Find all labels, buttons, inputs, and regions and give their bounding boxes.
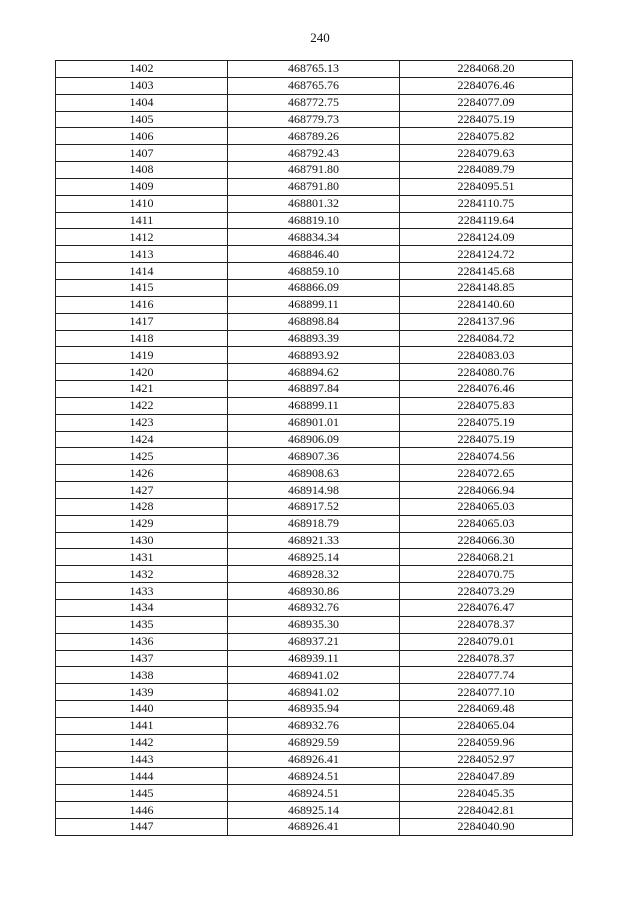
table-row bbox=[56, 94, 573, 111]
y-coordinate-cell: 2284124.09 bbox=[400, 229, 573, 246]
x-coordinate-cell: 468930.86 bbox=[228, 583, 400, 600]
y-coordinate-cell: 2284079.63 bbox=[400, 145, 573, 162]
point-number-cell: 1403 bbox=[56, 77, 228, 94]
table-row bbox=[56, 448, 573, 465]
table-row bbox=[56, 145, 573, 162]
x-coordinate-cell: 468908.63 bbox=[228, 465, 400, 482]
x-coordinate-cell: 468932.76 bbox=[228, 600, 400, 617]
y-coordinate-cell: 2284069.48 bbox=[400, 701, 573, 718]
point-number-cell: 1405 bbox=[56, 111, 228, 128]
point-number-cell: 1414 bbox=[56, 263, 228, 280]
point-number-cell: 1429 bbox=[56, 515, 228, 532]
x-coordinate-cell: 468866.09 bbox=[228, 279, 400, 296]
point-number-cell: 1412 bbox=[56, 229, 228, 246]
table-row bbox=[56, 77, 573, 94]
table-row bbox=[56, 734, 573, 751]
point-number-cell: 1427 bbox=[56, 482, 228, 499]
x-coordinate-cell: 468772.75 bbox=[228, 94, 400, 111]
table-row bbox=[56, 330, 573, 347]
x-coordinate-cell: 468918.79 bbox=[228, 515, 400, 532]
y-coordinate-cell: 2284075.82 bbox=[400, 128, 573, 145]
point-number-cell: 1421 bbox=[56, 381, 228, 398]
x-coordinate-cell: 468899.11 bbox=[228, 296, 400, 313]
x-coordinate-cell: 468897.84 bbox=[228, 381, 400, 398]
table-row bbox=[56, 212, 573, 229]
x-coordinate-cell: 468791.80 bbox=[228, 162, 400, 179]
point-number-cell: 1416 bbox=[56, 296, 228, 313]
table-row bbox=[56, 549, 573, 566]
y-coordinate-cell: 2284077.09 bbox=[400, 94, 573, 111]
y-coordinate-cell: 2284042.81 bbox=[400, 802, 573, 819]
x-coordinate-cell: 468939.11 bbox=[228, 650, 400, 667]
y-coordinate-cell: 2284074.56 bbox=[400, 448, 573, 465]
point-number-cell: 1408 bbox=[56, 162, 228, 179]
x-coordinate-cell: 468765.76 bbox=[228, 77, 400, 94]
point-number-cell: 1411 bbox=[56, 212, 228, 229]
x-coordinate-cell: 468789.26 bbox=[228, 128, 400, 145]
x-coordinate-cell: 468907.36 bbox=[228, 448, 400, 465]
table-row bbox=[56, 583, 573, 600]
y-coordinate-cell: 2284066.30 bbox=[400, 532, 573, 549]
table-row bbox=[56, 279, 573, 296]
point-number-cell: 1435 bbox=[56, 616, 228, 633]
y-coordinate-cell: 2284072.65 bbox=[400, 465, 573, 482]
x-coordinate-cell: 468935.94 bbox=[228, 701, 400, 718]
y-coordinate-cell: 2284066.94 bbox=[400, 482, 573, 499]
table-row bbox=[56, 414, 573, 431]
table-row bbox=[56, 162, 573, 179]
x-coordinate-cell: 468906.09 bbox=[228, 431, 400, 448]
table-row bbox=[56, 633, 573, 650]
point-number-cell: 1418 bbox=[56, 330, 228, 347]
y-coordinate-cell: 2284078.37 bbox=[400, 650, 573, 667]
y-coordinate-cell: 2284076.46 bbox=[400, 77, 573, 94]
table-row bbox=[56, 465, 573, 482]
y-coordinate-cell: 2284047.89 bbox=[400, 768, 573, 785]
point-number-cell: 1445 bbox=[56, 785, 228, 802]
point-number-cell: 1443 bbox=[56, 751, 228, 768]
point-number-cell: 1409 bbox=[56, 178, 228, 195]
table-row bbox=[56, 246, 573, 263]
table-row bbox=[56, 431, 573, 448]
y-coordinate-cell: 2284068.21 bbox=[400, 549, 573, 566]
table-row bbox=[56, 515, 573, 532]
x-coordinate-cell: 468917.52 bbox=[228, 498, 400, 515]
table-row bbox=[56, 296, 573, 313]
point-number-cell: 1434 bbox=[56, 600, 228, 617]
y-coordinate-cell: 2284075.19 bbox=[400, 111, 573, 128]
y-coordinate-cell: 2284079.01 bbox=[400, 633, 573, 650]
table-row bbox=[56, 751, 573, 768]
table-row bbox=[56, 667, 573, 684]
x-coordinate-cell: 468926.41 bbox=[228, 751, 400, 768]
y-coordinate-cell: 2284070.75 bbox=[400, 566, 573, 583]
x-coordinate-cell: 468925.14 bbox=[228, 549, 400, 566]
coordinates-table-body bbox=[56, 61, 573, 836]
x-coordinate-cell: 468924.51 bbox=[228, 785, 400, 802]
x-coordinate-cell: 468928.32 bbox=[228, 566, 400, 583]
x-coordinate-cell: 468901.01 bbox=[228, 414, 400, 431]
table-row bbox=[56, 61, 573, 78]
x-coordinate-cell: 468846.40 bbox=[228, 246, 400, 263]
y-coordinate-cell: 2284137.96 bbox=[400, 313, 573, 330]
point-number-cell: 1430 bbox=[56, 532, 228, 549]
point-number-cell: 1442 bbox=[56, 734, 228, 751]
table-row bbox=[56, 313, 573, 330]
table-row bbox=[56, 532, 573, 549]
y-coordinate-cell: 2284078.37 bbox=[400, 616, 573, 633]
table-row bbox=[56, 818, 573, 835]
point-number-cell: 1432 bbox=[56, 566, 228, 583]
table-row bbox=[56, 128, 573, 145]
point-number-cell: 1425 bbox=[56, 448, 228, 465]
point-number-cell: 1424 bbox=[56, 431, 228, 448]
table-row bbox=[56, 785, 573, 802]
point-number-cell: 1420 bbox=[56, 364, 228, 381]
point-number-cell: 1426 bbox=[56, 465, 228, 482]
x-coordinate-cell: 468801.32 bbox=[228, 195, 400, 212]
point-number-cell: 1422 bbox=[56, 397, 228, 414]
table-row bbox=[56, 111, 573, 128]
y-coordinate-cell: 2284119.64 bbox=[400, 212, 573, 229]
x-coordinate-cell: 468792.43 bbox=[228, 145, 400, 162]
x-coordinate-cell: 468929.59 bbox=[228, 734, 400, 751]
point-number-cell: 1437 bbox=[56, 650, 228, 667]
point-number-cell: 1413 bbox=[56, 246, 228, 263]
x-coordinate-cell: 468894.62 bbox=[228, 364, 400, 381]
x-coordinate-cell: 468893.92 bbox=[228, 347, 400, 364]
y-coordinate-cell: 2284040.90 bbox=[400, 818, 573, 835]
y-coordinate-cell: 2284083.03 bbox=[400, 347, 573, 364]
y-coordinate-cell: 2284075.83 bbox=[400, 397, 573, 414]
x-coordinate-cell: 468935.30 bbox=[228, 616, 400, 633]
coordinates-table-container bbox=[55, 60, 572, 836]
y-coordinate-cell: 2284076.47 bbox=[400, 600, 573, 617]
point-number-cell: 1447 bbox=[56, 818, 228, 835]
x-coordinate-cell: 468859.10 bbox=[228, 263, 400, 280]
table-row bbox=[56, 482, 573, 499]
point-number-cell: 1407 bbox=[56, 145, 228, 162]
x-coordinate-cell: 468924.51 bbox=[228, 768, 400, 785]
point-number-cell: 1436 bbox=[56, 633, 228, 650]
y-coordinate-cell: 2284089.79 bbox=[400, 162, 573, 179]
table-row bbox=[56, 768, 573, 785]
y-coordinate-cell: 2284077.74 bbox=[400, 667, 573, 684]
y-coordinate-cell: 2284145.68 bbox=[400, 263, 573, 280]
x-coordinate-cell: 468932.76 bbox=[228, 717, 400, 734]
y-coordinate-cell: 2284084.72 bbox=[400, 330, 573, 347]
point-number-cell: 1419 bbox=[56, 347, 228, 364]
y-coordinate-cell: 2284095.51 bbox=[400, 178, 573, 195]
y-coordinate-cell: 2284124.72 bbox=[400, 246, 573, 263]
y-coordinate-cell: 2284073.29 bbox=[400, 583, 573, 600]
y-coordinate-cell: 2284140.60 bbox=[400, 296, 573, 313]
table-row bbox=[56, 802, 573, 819]
point-number-cell: 1441 bbox=[56, 717, 228, 734]
table-row bbox=[56, 229, 573, 246]
x-coordinate-cell: 468819.10 bbox=[228, 212, 400, 229]
point-number-cell: 1417 bbox=[56, 313, 228, 330]
coordinates-table bbox=[55, 60, 573, 836]
y-coordinate-cell: 2284059.96 bbox=[400, 734, 573, 751]
y-coordinate-cell: 2284148.85 bbox=[400, 279, 573, 296]
point-number-cell: 1444 bbox=[56, 768, 228, 785]
table-row bbox=[56, 397, 573, 414]
point-number-cell: 1402 bbox=[56, 61, 228, 78]
y-coordinate-cell: 2284075.19 bbox=[400, 414, 573, 431]
y-coordinate-cell: 2284075.19 bbox=[400, 431, 573, 448]
table-row bbox=[56, 178, 573, 195]
table-row bbox=[56, 381, 573, 398]
page-number: 240 bbox=[310, 30, 330, 45]
table-row bbox=[56, 364, 573, 381]
table-row bbox=[56, 195, 573, 212]
point-number-cell: 1431 bbox=[56, 549, 228, 566]
table-row bbox=[56, 347, 573, 364]
x-coordinate-cell: 468926.41 bbox=[228, 818, 400, 835]
x-coordinate-cell: 468834.34 bbox=[228, 229, 400, 246]
table-row bbox=[56, 498, 573, 515]
y-coordinate-cell: 2284077.10 bbox=[400, 684, 573, 701]
x-coordinate-cell: 468921.33 bbox=[228, 532, 400, 549]
y-coordinate-cell: 2284065.03 bbox=[400, 515, 573, 532]
table-row bbox=[56, 616, 573, 633]
point-number-cell: 1428 bbox=[56, 498, 228, 515]
x-coordinate-cell: 468765.13 bbox=[228, 61, 400, 78]
table-row bbox=[56, 701, 573, 718]
point-number-cell: 1410 bbox=[56, 195, 228, 212]
y-coordinate-cell: 2284045.35 bbox=[400, 785, 573, 802]
x-coordinate-cell: 468899.11 bbox=[228, 397, 400, 414]
x-coordinate-cell: 468914.98 bbox=[228, 482, 400, 499]
y-coordinate-cell: 2284076.46 bbox=[400, 381, 573, 398]
x-coordinate-cell: 468941.02 bbox=[228, 684, 400, 701]
table-row bbox=[56, 566, 573, 583]
table-row bbox=[56, 600, 573, 617]
table-row bbox=[56, 650, 573, 667]
y-coordinate-cell: 2284065.04 bbox=[400, 717, 573, 734]
y-coordinate-cell: 2284080.76 bbox=[400, 364, 573, 381]
point-number-cell: 1415 bbox=[56, 279, 228, 296]
table-row bbox=[56, 263, 573, 280]
x-coordinate-cell: 468779.73 bbox=[228, 111, 400, 128]
point-number-cell: 1439 bbox=[56, 684, 228, 701]
y-coordinate-cell: 2284068.20 bbox=[400, 61, 573, 78]
x-coordinate-cell: 468941.02 bbox=[228, 667, 400, 684]
point-number-cell: 1438 bbox=[56, 667, 228, 684]
point-number-cell: 1446 bbox=[56, 802, 228, 819]
x-coordinate-cell: 468893.39 bbox=[228, 330, 400, 347]
x-coordinate-cell: 468937.21 bbox=[228, 633, 400, 650]
table-row bbox=[56, 684, 573, 701]
point-number-cell: 1404 bbox=[56, 94, 228, 111]
y-coordinate-cell: 2284110.75 bbox=[400, 195, 573, 212]
table-row bbox=[56, 717, 573, 734]
point-number-cell: 1433 bbox=[56, 583, 228, 600]
point-number-cell: 1423 bbox=[56, 414, 228, 431]
y-coordinate-cell: 2284065.03 bbox=[400, 498, 573, 515]
point-number-cell: 1440 bbox=[56, 701, 228, 718]
x-coordinate-cell: 468898.84 bbox=[228, 313, 400, 330]
point-number-cell: 1406 bbox=[56, 128, 228, 145]
x-coordinate-cell: 468925.14 bbox=[228, 802, 400, 819]
x-coordinate-cell: 468791.80 bbox=[228, 178, 400, 195]
y-coordinate-cell: 2284052.97 bbox=[400, 751, 573, 768]
